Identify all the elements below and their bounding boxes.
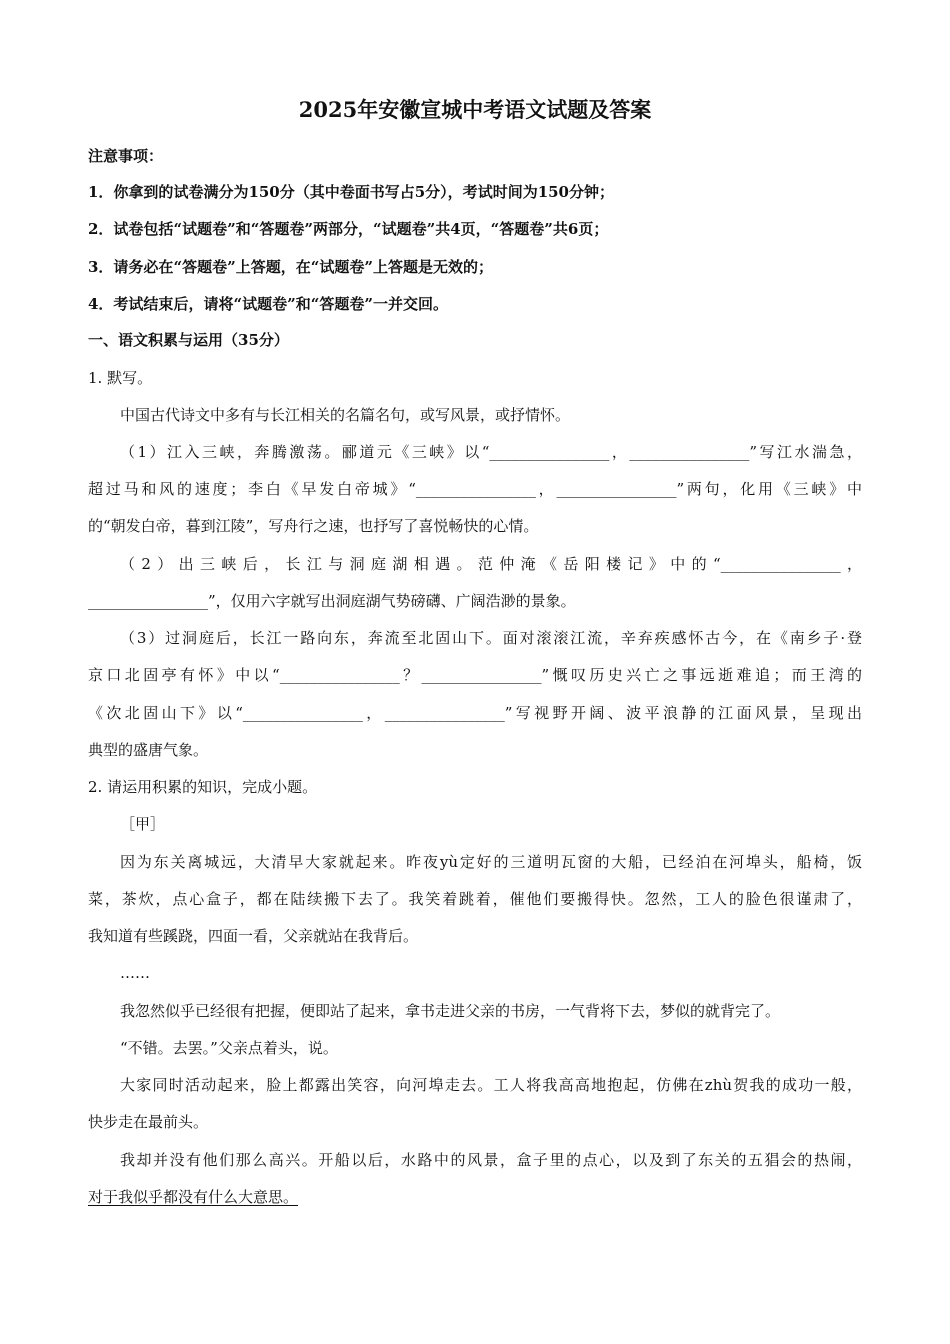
notice-item-1: 1．你拿到的试卷满分为150分（其中卷面书写占5分），考试时间为150分钟； xyxy=(88,183,614,201)
question-1-part-3-line: 典型的盛唐气象。 xyxy=(88,741,209,759)
passage-line: 我知道有些蹊跷，四面一看，父亲就站在我背后。 xyxy=(88,927,419,945)
question-1-part-1-line: （1）江入三峡，奔腾激荡。郦道元《三峡》以“________________，________________”写江水湍急， xyxy=(120,443,862,461)
question-1-part-3-line: 《次北固山下》以“________________，________________”写视野开阔、波平浪静的江面风景，呈现出 xyxy=(88,704,862,722)
question-1-part-3-line: 京口北固亭有怀》中以“________________？________________”慨叹历史兴亡之事远逝难追；而王湾的 xyxy=(88,666,862,684)
question-1-part-1-line: 超过马和风的速度；李白《早发白帝城》“________________，________________”两句，化用《三峡》中 xyxy=(88,480,862,498)
passage-line: 我忽然似乎已经很有把握，便即站了起来，拿书走进父亲的书房，一气背将下去，梦似的就背完了。 xyxy=(120,1002,781,1020)
passage-line: “不错。去罢。”父亲点着头，说。 xyxy=(120,1039,338,1057)
passage-line: 快步走在最前头。 xyxy=(88,1113,209,1131)
passage-underlined-sentence: 对于我似乎都没有什么大意思。 xyxy=(88,1188,299,1206)
question-1-part-2-line: （2）出三峡后，长江与洞庭湖相遇。范仲淹《岳阳楼记》中的“________________， xyxy=(120,555,862,573)
passage-line: 我却并没有他们那么高兴。开船以后，水路中的风景，盒子里的点心，以及到了东关的五猖会的热闹， xyxy=(120,1151,862,1169)
passage-marker-jia: ［甲］ xyxy=(120,815,166,833)
question-1-part-2-line: ________________”，仅用六字就写出洞庭湖气势磅礴、广阔浩渺的景象。 xyxy=(88,592,576,610)
question-1-intro: 中国古代诗文中多有与长江相关的名篇名句，或写风景，或抒情怀。 xyxy=(120,406,571,424)
passage-ellipsis: …… xyxy=(120,964,150,982)
passage-line: 菜，茶炊，点心盒子，都在陆续搬下去了。我笑着跳着，催他们要搬得快。忽然，工人的脸色很谨肃了， xyxy=(88,890,862,908)
question-2-label: 2. 请运用积累的知识，完成小题。 xyxy=(88,778,318,796)
question-1-part-3-line: （3）过洞庭后，长江一路向东，奔流至北固山下。面对滚滚江流，辛弃疾感怀古今，在《南乡子·登 xyxy=(120,629,862,647)
notice-item-4: 4．考试结束后，请将“试题卷”和“答题卷”一并交回。 xyxy=(88,295,448,313)
page-title: 2025年安徽宣城中考语文试题及答案 xyxy=(298,97,652,122)
passage-line: 因为东关离城远，大清早大家就起来。昨夜yù定好的三道明瓦窗的大船，已经泊在河埠头，船椅，饭 xyxy=(120,853,862,871)
notice-item-3: 3．请务必在“答题卷”上答题，在“试题卷”上答题是无效的； xyxy=(88,258,493,276)
question-1-label: 1. 默写。 xyxy=(88,369,153,387)
section-heading: 一、语文积累与运用（35分） xyxy=(88,331,289,349)
notice-heading: 注意事项： xyxy=(88,147,164,165)
question-1-part-1-line: 的“朝发白帝，暮到江陵”，写舟行之速，也抒写了喜悦畅快的心情。 xyxy=(88,517,539,535)
passage-line: 大家同时活动起来，脸上都露出笑容，向河埠走去。工人将我高高地抱起，仿佛在zhù贺我的成功一般， xyxy=(120,1076,862,1094)
notice-item-2: 2．试卷包括“试题卷”和“答题卷”两部分，“试题卷”共4页，“答题卷”共6页； xyxy=(88,220,609,238)
